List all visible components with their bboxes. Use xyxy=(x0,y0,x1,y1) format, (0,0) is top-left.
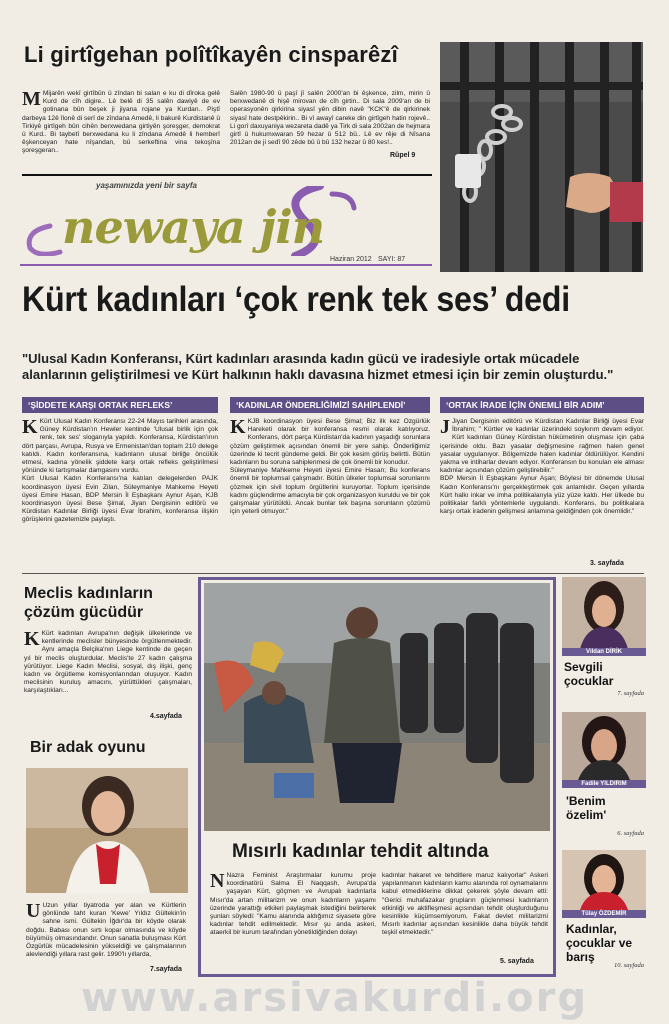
misir-col1 xyxy=(210,872,376,968)
columnist-name-2: Fadile YILDIRIM xyxy=(562,780,646,788)
prison-bars-illustration xyxy=(440,42,643,272)
columnist-portrait-2 xyxy=(562,712,646,780)
columnist-title-1: Sevgili çocuklar xyxy=(564,660,614,688)
columnist-photo-2 xyxy=(562,712,646,780)
adak-title: Bir adak oyunu xyxy=(30,739,146,756)
columnist-name-3: Tülay ÖZDEMİR xyxy=(562,910,646,918)
meclis-ref: 4.sayfada xyxy=(150,713,182,720)
issue-date: Haziran 2012 xyxy=(330,256,372,263)
misir-col1-body: Nazra Feminist Araştırmalar kurumu proje koordinatörü Salma El Naqqash, Avrupa'da yaşayan Kürt, göçmen ve Avrupalı kadınlarla Mısır'da artan militarizm ve onun kadınların yaşamı üzerinde yarattığı etkileri paylaşmak istediğini belirterek şunları söyledi: "Kamu alanında aldığımız siyasete göre kadınlar tehdit edilmektedir. Mısır şu anda askeri, ataerkil bir kurum tarafından yönetildiğinden dolayı xyxy=(210,872,376,937)
dropcap: J xyxy=(440,418,450,438)
adak-body: Uzun yıllar tiyatroda yer alan ve Kürtlerin gönlünde taht kuran 'Kewe' Yıldız Gültekin'in sahne ismi. Gültekin İğdır'da bir köyde olarak doğdu. Babası onun sırtı kopar olmasında ve köyde büyümüş olmasındandır. Onun sanatla buluşması Kürt Özgürlük mücadelesinin yükseldiği ve çalışmalarının alevlendiği yıllara rast gelir. 1990'lı yıllarda, xyxy=(26,902,186,959)
column-2-text xyxy=(230,418,430,568)
protest-illustration xyxy=(204,583,550,831)
columnist-title-3: Kadınlar, çocuklar ve barış xyxy=(566,922,633,964)
column-3-text xyxy=(440,418,644,558)
logo-text: newaya jin xyxy=(62,200,325,254)
columnist-photo-3 xyxy=(562,850,646,910)
top-story-col1-text: Mijarên wekî girtîbûn û zîndan bi salan e ku di dîroka gelê Kurd de cîh digire.. Lê belê di 35 salên dawiyê de ev gotinana bûn beşek ji jiyana rojane ya Kurdan.. Piştî darbeya 12ê îlonê di serî de zîndana Amedê, li bakurê Kurdistanê û Tirkiyê girtîgeh bûn cihên berxwedana girtiyên şoreşger, demokrat û Kurd.. Bi taybetî berxwedana ku li zîndana Amedê li hemberî êşkenceyan hate nîşandan, bû serkeftina vina tekoşîna şoreşgeran.. xyxy=(22,90,220,155)
watermark: www.arsivakurdi.org xyxy=(81,975,588,1021)
protest-photo xyxy=(204,583,550,831)
section-divider xyxy=(22,573,644,574)
top-story-col1 xyxy=(22,90,220,168)
columnist-portrait-1 xyxy=(562,577,646,649)
dropcap: U xyxy=(26,902,41,922)
dropcap: M xyxy=(22,90,41,110)
main-headline: Kürt kadınları ‘çok renk tek ses’ dedi xyxy=(22,280,570,319)
column-1-body: Kürt Ulusal Kadın Konferansı 22-24 Mayıs tarihleri arasında, Güney Kürdistan'ın Hewler kentinde 'Ulusal birlik için çok renk, tek ses' sloganıyla yapıldı. Konferansa, Kürdistan'ının dört parçası, Avrupa, Rusya ve Ermenistan'dan toplam 210 delege katıldı. Kadın konferansına, kadınların ulusal birliğe öncülük etmesi, kadına yönelik şiddete karşı ortak refleks geliştirilmesi yönünde ki tartışmalar damgasını vurdu. Kürt Ulusal Kadın Konferansı'na katılan delegelerden PAJK koordinasyon üyesi Evin Zilan, Süleymaniye Mahkeme Heyeti üyesi Emire Hasan, BDP Mersin İl Eşbaşkanı Aynur Aşan, KJB koordinasyon üyesi Bese Şimal, Jiyan Dergisinin editörü ve Kürdistan Kadınlar Birliği üyesi Evar İbrahim, konferansa ilişkin görüşlerini gazetemizle paylaştı. xyxy=(22,418,218,524)
dropcap: N xyxy=(210,872,225,892)
top-story-ref: Rûpel 9 xyxy=(390,152,416,159)
column-1-text xyxy=(22,418,218,568)
dropcap: K xyxy=(230,418,246,438)
column-3-ref: 3. sayfada xyxy=(590,560,624,567)
masthead-underline xyxy=(20,264,432,266)
columnist-portrait-3 xyxy=(562,850,646,910)
meclis-text xyxy=(24,630,192,720)
columnist-title-2: 'Benim özelim' xyxy=(566,794,607,822)
masthead-logo xyxy=(20,186,440,256)
columnist-ref-1: 7. sayfada xyxy=(617,690,644,697)
top-story-col2-text: Salên 1980-90 û paşî jî salên 2000'an bi êşkence, zilm, mirin û berxwedanê di hişê mirovan de cîh girtin.. Di sala 2009'an de bi operasyonên qirkirina siyasî yên dibin navê "KCK"ê de qirkirinek siyasî hate destpêkirin.. Bi vî awayî careke din girtîgeh hatin rojevê.. Li gorî daxuyaniya wezareta dadê ya Tirk di sala 2002an de hejmara girtî û hukumxwaran 59 hezar û 512 bû.. Lê ev rêje di Nîsana 2012an de ji sedî 90 zêde bû û bû 132 hezar û 80 kes!.. xyxy=(230,90,430,147)
top-headline: Li girtîgehan polîtîkayên cinsparêzî xyxy=(24,42,398,67)
masthead-rule xyxy=(22,174,432,176)
columnist-ref-3: 10. sayfada xyxy=(614,962,644,969)
dropcap: K xyxy=(22,418,38,438)
misir-ref: 5. sayfada xyxy=(500,958,534,965)
column-banner-1: ‘ŞİDDETE KARŞI ORTAK REFLEKS’ xyxy=(22,397,218,413)
meclis-title: Meclis kadınların çözüm gücüdür xyxy=(24,585,153,621)
adak-ref: 7.sayfada xyxy=(150,966,182,973)
column-2-body: KJB koordinasyon üyesi Bese Şimal; Biz ilk kez Özgürlük Hareketi olarak bir konferansa resmi olarak katılıyoruz. Konferans, dört parça Kürdistan'da kadının yaşadığı sorunlara çözüm geliştirmek açısından önemli bir yere sahip. Önderliğimiz üzerinde ki tecrit gündeme geldi. Bir çok kesim görüş belirtti. Bütün kadınların bu soruna sahiplenmesi de çok önemli bir konudur. Süleymaniye Mahkeme Heyeti üyesi Emire Hasan; Bu konferans önemli bir toplumsal çalışmadır. Bütün ülkeler toplumsal sorunlarını çözmek için sivil toplum örgütlerini kuruyorlar. Toplum içerisinde kadını güçlendirme amacıyla bir çok organizasyon kuruldu ve bir çok çalışmalar yürütüldü. Ancak bunlar tek başına sorunların çözümü için yeterli olmuyor." xyxy=(230,418,430,516)
misir-col2-body: kadınlar hakaret ve tehditlere maruz kalıyorlar" Askeri yapılanmanın kadınların kamu alanında rol oynamalarını kabul etmediklerine dikkat çekerek şöyle devam etti: "Gerici muhafazakar grupların güçlenmesi kadınların etkinliği ve aktifleşmesi açısından tehdit oluşturduğunu kesinlikle küçümsemiyorum. Fakat devlet militarizmi Mısırlı kadınlar açısından kesinlikle daha büyük tehdit teşkil etmektedir." xyxy=(382,872,548,937)
dropcap: K xyxy=(24,630,40,650)
misir-title: Mısırlı kadınlar tehdit altında xyxy=(232,841,489,862)
prison-photo xyxy=(440,42,643,272)
masthead-tagline: yaşamınızda yeni bir sayfa xyxy=(96,181,197,190)
main-deck: "Ulusal Kadın Konferansı, Kürt kadınları arasında kadın gücü ve iradesiyle ortak mücadele alanlarının geliştirilmesi ve Kürt halkının haklı davasına hizmet etmesi için bir zemin oluşturdu." xyxy=(22,351,614,382)
adak-text xyxy=(26,902,186,974)
misir-col2 xyxy=(382,872,548,962)
columnist-ref-2: 6. sayfada xyxy=(617,830,644,837)
issue-number: SAYI: 87 xyxy=(378,256,406,263)
column-banner-2: ‘KADINLAR ÖNDERLİĞİMİZİ SAHİPLENDİ’ xyxy=(230,397,430,413)
meclis-body: Kürt kadınları Avrupa'nın değişik ülkelerinde ve kentlerinde meclisler bünyesinde örgütlenmektedir. Aynı amaçla Belçika'nın Liege kentinde de geçen yıl bir meclis oluşturdular. Meclis'te 27 kadın çalışma yürütüyor. Liege Kadın Meclisi, sosyal, dış ilişki, genç kadın ve örgütleme komisyonlarından oluşuyor. Kadın meclisinin kuruluş amacını, yürüttükleri çalışmaları, karşılaştıkları... xyxy=(24,630,192,695)
adak-photo xyxy=(26,768,188,893)
column-banner-3: ‘ORTAK İRADE İÇİN ÖNEMLİ BİR ADIM’ xyxy=(440,397,644,413)
woman-portrait xyxy=(26,768,188,893)
columnist-photo-1 xyxy=(562,577,646,649)
columnist-name-1: Vildan DİRİK xyxy=(562,648,646,656)
column-3-body: Jiyan Dergisinin editörü ve Kürdistan Kadınlar Birliği üyesi Evar İbrahim; " Kürtler ve kadınlar üzerindeki soykırım devam ediyor. Kürt kadınları Güney Kürdistan hükümetinin oluşması için çaba içerisinde oldu. Bazı yasalar değişmesine rağmen halen genel yasalar uygulanıyor. Bölgemizde halen kadınlar öldürülüyor. Kendini yakma ve intiharlar devam ediyor. Konferansın bu konuları ele alması kadınlar açısından çözüm geliştirebilir." BDP Mersin İl Eşbaşkanı Aynur Aşan; Böylesi bir dönemde Ulusal Kadın Konferansı'nı gerçekleştirmek çok anlamlıdır. Geçen yıllarda Kürt halkı inkar ve imha politikalarıyla yüz yüze kaldı. Her ülkede bu politikalar farklı yöntemlerle uygulandı. Konferans, bu politikalara karşı ortak iradenin gelişmesi anlamına geldiğinden çok önemlidir." xyxy=(440,418,644,516)
